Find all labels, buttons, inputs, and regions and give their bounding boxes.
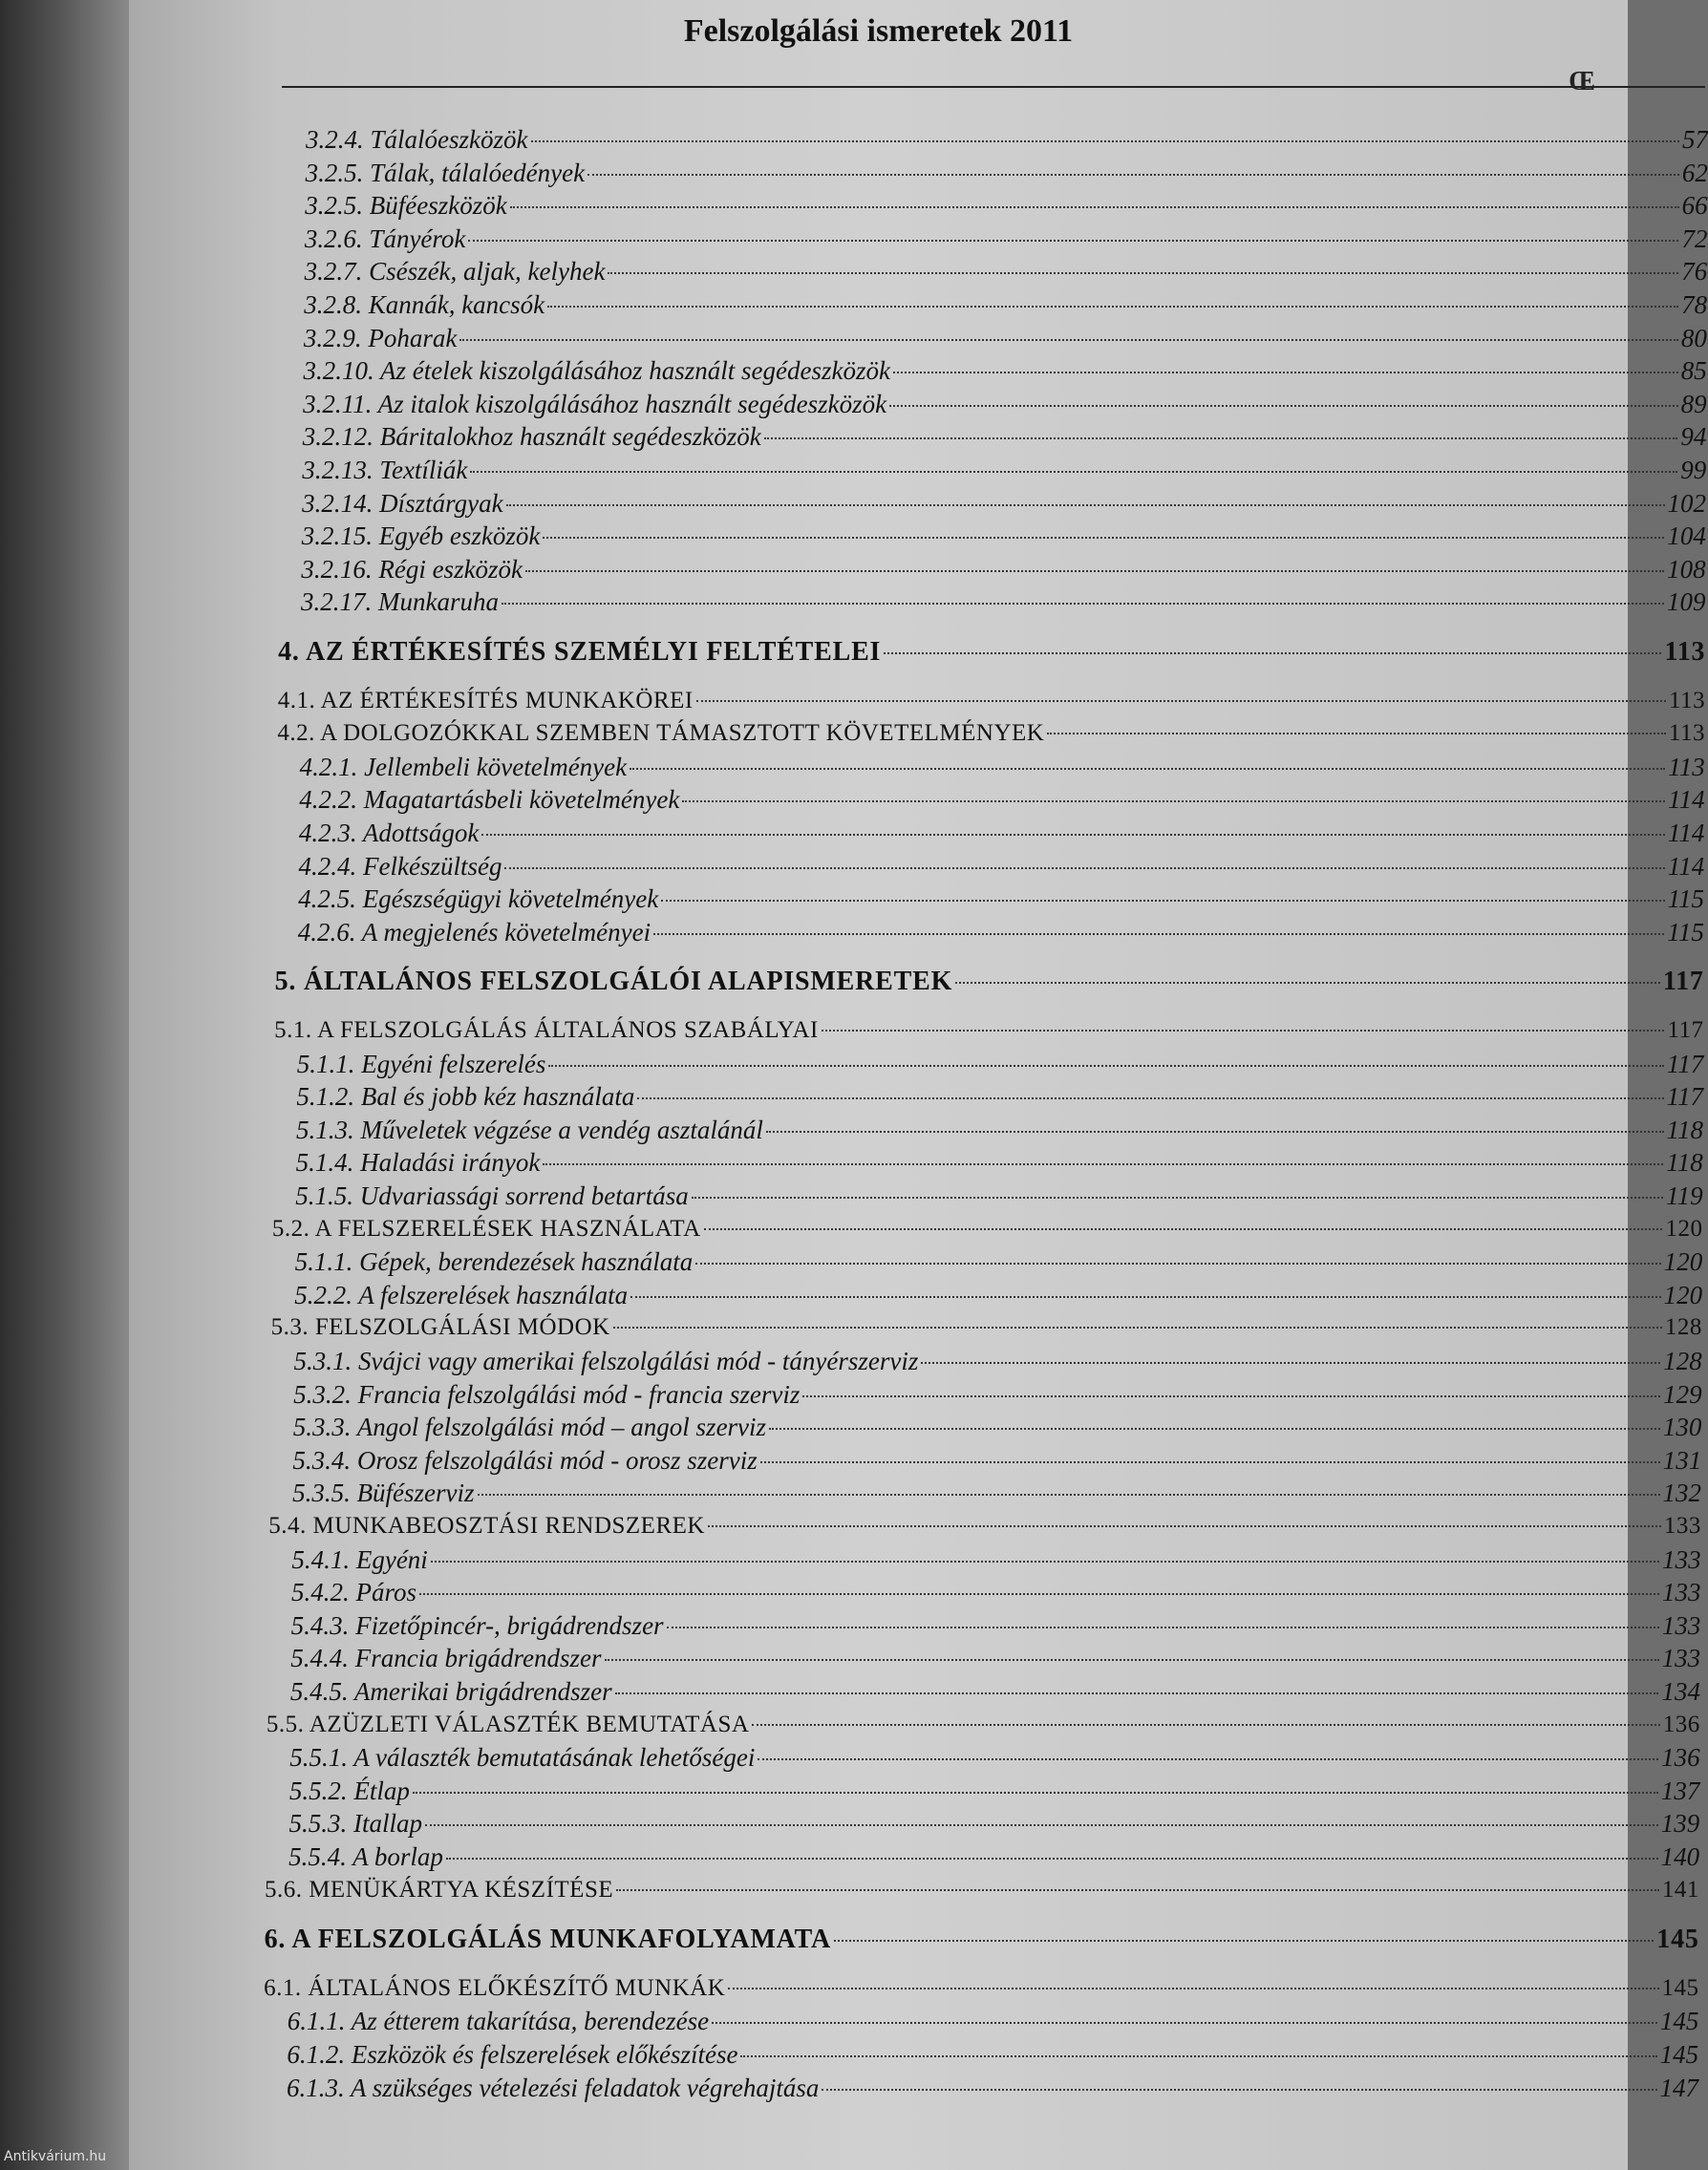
toc-page-number: 102 [1667,488,1707,518]
toc-entry-title: 5.4.3. Fizetőpincér-, brigádrendszer [290,1610,664,1640]
toc-page-number: 115 [1667,884,1705,914]
dot-leader [834,1940,1654,1942]
toc-entry-title: 5.1.2. Bal és jobb kéz használata [296,1082,635,1112]
dot-leader [605,1659,1659,1661]
dot-leader [531,140,1680,142]
dot-leader [481,834,1665,836]
toc-page-number: 136 [1662,1711,1700,1737]
toc-entry-title: 5.3.4. Orosz felszolgálási mód - orosz szerviz [292,1445,758,1475]
toc-entry-title: 5.1. A FELSZOLGÁLÁS ÁLTALÁNOS SZABÁLYAI [274,1017,819,1043]
dot-leader [419,1593,1659,1595]
toc-entry-title: 5.3.5. Büfészerviz [292,1479,475,1508]
toc-section-entry [271,1310,1702,1345]
toc-entry-title: 6.1.2. Eszközök és felszerelések előkészítése [287,2040,738,2069]
toc-page-number: 94 [1680,422,1707,452]
dot-leader [667,1627,1659,1628]
toc-entry-title: 3.2.11. Az italok kiszolgálásához használt segédeszközök [303,389,887,418]
toc-page-number: 133 [1662,1544,1701,1574]
dot-leader [613,1327,1662,1329]
dot-leader [682,800,1665,802]
toc-entry-title: 5.5.3. Itallap [288,1809,422,1839]
running-header-title: Felszolgálási ismeretek 2011 [683,13,1074,49]
toc-entry-title: 5.4. MUNKABEOSZTÁSI RENDSZEREK [268,1513,705,1539]
dot-leader [468,240,1678,242]
toc-subsection-entry [294,1344,1702,1378]
toc-page-number: 120 [1665,1215,1703,1242]
toc-subsection-entry [306,156,1708,190]
toc-page-number: 134 [1661,1677,1700,1706]
toc-subsection-entry [289,1806,1700,1840]
toc-subsection-entry [293,1410,1702,1444]
toc-subsection-entry [302,486,1706,521]
dot-leader [459,339,1678,341]
toc-page-number: 141 [1661,1876,1699,1903]
toc-entry-title: 4.2.1. Jellembeli követelmények [299,752,628,781]
toc-page-number: 120 [1663,1280,1703,1309]
toc-entry-title: 5.1.1. Gépek, berendezések használata [294,1247,694,1277]
toc-subsection-entry [299,782,1704,817]
dot-leader [740,2055,1656,2057]
watermark-text: Antikvárium.hu [4,2149,107,2164]
dot-leader [615,1692,1659,1694]
dot-leader [822,1030,1665,1032]
toc-section-entry [267,1708,1700,1742]
toc-entry-title: 6.1. ÁLTALÁNOS ELŐKÉSZÍTŐ MUNKÁK [264,1974,726,2001]
dot-leader [587,174,1679,176]
toc-subsection-entry [295,1179,1702,1213]
toc-subsection-entry [289,1740,1699,1775]
dot-leader [955,982,1660,984]
toc-page-number: 99 [1680,456,1707,484]
dot-leader [413,1792,1658,1794]
toc-page-number: 85 [1680,356,1707,386]
toc-entry-title: 5.1.3. Műveletek végzése a vendég asztalánál [296,1115,763,1144]
dot-leader [802,1395,1660,1397]
toc-page-number: 133 [1661,1610,1701,1640]
toc-subsection-entry [299,816,1705,850]
toc-subsection-entry [292,1476,1701,1510]
dot-leader [752,1724,1659,1726]
toc-subsection-entry [301,585,1706,619]
toc-entry-title: 4.2.6. A megjelenés követelményei [297,917,651,947]
dot-leader [470,471,1677,473]
dot-leader [766,1131,1664,1133]
dot-leader [425,1824,1658,1826]
toc-page-number: 140 [1660,1842,1700,1871]
toc-entry-title: 5.4.1. Egyéni [291,1544,428,1574]
toc-subsection-entry [292,1443,1701,1478]
book-page [129,0,1708,2170]
toc-page-number: 80 [1680,323,1707,352]
toc-page-number: 133 [1663,1513,1701,1539]
dot-leader [504,867,1664,869]
toc-page-number: 109 [1667,587,1706,617]
toc-entry-title: 3.2.14. Dísztárgyak [302,488,503,518]
dot-leader [547,306,1678,308]
toc-subsection-entry [291,1608,1701,1643]
toc-entry-title: 5.1.5. Udvariassági sorrend betartása [295,1181,689,1210]
toc-entry-title: 5.2.2. A felszerelések használata [294,1280,629,1309]
dot-leader [543,1163,1663,1165]
toc-entry-title: 3.2.9. Poharak [303,323,458,352]
toc-subsection-entry [302,453,1706,487]
toc-entry-title: 3.2.6. Tányérok [304,223,466,253]
toc-page-number: 108 [1667,554,1706,584]
dot-leader [548,1065,1663,1067]
dot-leader [630,1296,1660,1298]
toc-page-number: 113 [1668,720,1705,747]
toc-entry-title: 6. A FELSZOLGÁLÁS MUNKAFOLYAMATA [264,1925,832,1955]
toc-entry-title: 5.4.2. Páros [291,1578,417,1607]
toc-entry-title: 3.2.13. Textíliák [302,456,468,484]
toc-page-number: 114 [1668,785,1705,815]
toc-entry-title: 3.2.5. Tálak, tálalóedények [305,158,586,187]
dot-leader [661,900,1664,902]
dot-leader [893,372,1678,373]
toc-entry-title: 6.1.3. A szükséges vételezési feladatok végrehajtása [287,2073,820,2102]
toc-section-entry [274,1013,1703,1048]
toc-page-number: 113 [1669,687,1706,713]
toc-page-number: 117 [1667,1017,1704,1043]
toc-page-number: 145 [1659,2007,1699,2036]
toc-page-number: 145 [1656,1925,1699,1955]
toc-chapter-entry [275,965,1704,999]
toc-entry-title: 3.2.16. Régi eszközök [301,554,523,584]
dot-leader [728,1988,1658,1989]
dot-leader [704,1228,1663,1230]
toc-subsection-entry [297,1047,1704,1081]
dot-leader [692,1197,1663,1199]
toc-chapter-entry [278,635,1705,670]
toc-subsection-entry [289,1774,1700,1808]
toc-page-number: 120 [1663,1247,1703,1277]
toc-entry-title: 6.1.1. Az étterem takarítása, berendezése [287,2007,710,2036]
toc-entry-title: 3.2.8. Kannák, kancsók [304,290,545,319]
toc-entry-title: 3.2.15. Egyéb eszközök [301,521,541,551]
toc-page-number: 128 [1663,1347,1702,1375]
toc-subsection-entry [300,750,1705,784]
toc-subsection-entry [305,188,1707,223]
toc-page-number: 66 [1681,191,1708,221]
dot-leader [708,1525,1661,1527]
toc-page-number: 113 [1664,637,1706,667]
toc-subsection-entry [303,419,1707,454]
toc-subsection-entry [305,222,1708,256]
toc-entry-title: 5.3.1. Svájci vagy amerikai felszolgálási mód - tányérszerviz [293,1347,919,1375]
toc-page-number: 131 [1662,1445,1702,1475]
dot-leader [764,437,1678,439]
toc-entry-title: 5.3.3. Angol felszolgálási mód – angol szerviz [292,1413,767,1442]
toc-subsection-entry [288,2004,1699,2038]
dot-leader [769,1428,1660,1430]
dot-leader [616,1889,1659,1891]
dot-leader [608,272,1678,274]
toc-section-entry [278,684,1705,718]
toc-entry-title: 5. ÁLTALÁNOS FELSZOLGÁLÓI ALAPISMERETEK [274,967,953,997]
toc-page-number: 130 [1662,1413,1702,1442]
toc-subsection-entry [291,1542,1700,1577]
toc-page-number: 129 [1663,1379,1702,1409]
toc-subsection-entry [299,849,1705,883]
toc-page-number: 128 [1664,1314,1702,1341]
dot-leader [525,570,1664,572]
toc-entry-title: 5.6. MENÜKÁRTYA KÉSZÍTÉSE [264,1876,614,1903]
toc-section-entry [272,1212,1703,1246]
dot-leader [446,1858,1658,1860]
toc-page-number: 115 [1667,917,1704,947]
toc-page-number: 117 [1662,967,1704,997]
dot-leader [758,1758,1658,1760]
toc-entry-title: 3.2.17. Munkaruha [301,587,499,617]
toc-entry-title: 4.2.4. Felkészültség [298,851,502,881]
dot-leader [637,1097,1663,1099]
toc-page-number: 113 [1668,752,1705,781]
dot-leader [653,933,1664,935]
toc-section-entry [264,1971,1698,2006]
toc-entry-title: 5.5.2. Étlap [288,1776,410,1805]
dot-leader [696,700,1666,702]
toc-page-number: 133 [1661,1644,1701,1673]
toc-page-number: 89 [1680,389,1707,418]
dot-leader [822,2089,1656,2091]
toc-page-number: 104 [1667,521,1706,551]
toc-subsection-entry [298,882,1704,916]
toc-subsection-entry [290,1674,1700,1709]
dot-leader [478,1494,1660,1496]
toc-subsection-entry [305,254,1708,288]
toc-section-entry [265,1873,1699,1907]
dot-leader [921,1362,1660,1364]
toc-page-number: 72 [1681,223,1708,253]
toc-subsection-entry [296,1079,1703,1114]
toc-entry-title: 4. AZ ÉRTÉKESÍTÉS SZEMÉLYI FELTÉTELEI [278,637,882,667]
toc-entry-title: 4.2.3. Adottságok [298,819,480,847]
dot-leader [695,1263,1661,1265]
toc-subsection-entry [290,1641,1700,1675]
dot-leader [431,1561,1659,1563]
toc-subsection-entry [304,287,1707,322]
toc-page-number: 57 [1682,125,1708,154]
toc-entry-title: 3.2.4. Tálalóeszközök [306,125,528,154]
toc-subsection-entry [296,1113,1703,1147]
toc-subsection-entry [287,2037,1698,2072]
toc-subsection-entry [288,1840,1699,1874]
toc-entry-title: 5.3. FELSZOLGÁLÁSI MÓDOK [270,1314,610,1341]
toc-subsection-entry [303,387,1706,421]
toc-subsection-entry [304,353,1707,388]
toc-page-number: 119 [1666,1181,1703,1210]
toc-page-number: 133 [1662,1578,1701,1607]
toc-page-number: 145 [1659,2040,1699,2069]
toc-entry-title: 5.4.4. Francia brigádrendszer [290,1644,602,1673]
toc-entry-title: 5.1.1. Egyéni felszerelés [296,1049,546,1078]
header-rule [282,86,1705,88]
toc-page-number: 136 [1661,1743,1700,1773]
toc-subsection-entry [293,1377,1701,1412]
toc-chapter-entry [265,1923,1699,1957]
dot-leader [1047,733,1666,734]
toc-subsection-entry [298,915,1704,949]
toc-entry-title: 5.3.2. Francia felszolgálási mód - francia szerviz [293,1379,801,1409]
toc-subsection-entry [306,122,1708,157]
toc-page-number: 137 [1660,1776,1700,1805]
toc-page-number: 118 [1666,1148,1703,1178]
toc-page-number: 62 [1681,158,1708,187]
toc-subsection-entry [302,519,1706,553]
toc-subsection-entry [291,1575,1701,1609]
toc-entry-title: 5.4.5. Amerikai brigádrendszer [289,1677,612,1706]
toc-entry-title: 3.2.12. Báritalokhoz használt segédeszközök [302,422,761,452]
dot-leader [712,2022,1657,2024]
toc-entry-title: 3.2.5. Büféeszközök [305,191,507,221]
toc-page-number: 147 [1659,2073,1698,2102]
toc-page-number: 117 [1666,1049,1704,1078]
toc-entry-title: 3.2.7. Csészék, aljak, kelyhek [304,257,606,287]
toc-section-entry [268,1509,1701,1543]
dot-leader [884,652,1661,654]
toc-subsection-entry [295,1245,1703,1279]
toc-subsection-entry [287,2071,1698,2105]
toc-entry-title: 5.5. AZÜZLETI VÁLASZTÉK BEMUTATÁSA [266,1711,750,1737]
toc-section-entry [277,716,1705,751]
toc-page-number: 118 [1666,1115,1703,1144]
toc-entry-title: 5.5.1. A választék bemutatásának lehetőségei [289,1743,756,1773]
toc-entry-title: 5.5.4. A borlap [288,1842,443,1871]
toc-entry-title: 4.2.5. Egészségügyi követelmények [298,884,659,914]
toc-entry-title: 4.1. AZ ÉRTÉKESÍTÉS MUNKAKÖREI [277,687,694,713]
toc-page-number: 114 [1667,851,1705,881]
toc-subsection-entry [296,1145,1703,1180]
toc-page-number: 114 [1667,819,1705,847]
toc-page-number: 139 [1660,1809,1700,1839]
toc-page-number: 78 [1681,290,1708,319]
toc-page-number: 145 [1661,1974,1699,2001]
dot-leader [502,603,1664,605]
toc-page-number: 76 [1681,257,1708,287]
toc-entry-title: 5.1.4. Haladási irányok [295,1148,541,1178]
dot-leader [506,504,1665,506]
dot-leader [889,405,1677,407]
dot-leader [760,1461,1660,1463]
book-spine-shadow [0,0,129,2170]
toc-entry-title: 4.2. A DOLGOZÓKKAL SZEMBEN TÁMASZTOTT KÖVETELMÉNYEK [277,720,1045,747]
toc-entry-title: 5.2. A FELSZERELÉSEK HASZNÁLATA [271,1215,701,1242]
toc-entry-title: 3.2.10. Az ételek kiszolgálásához használt segédeszközök [303,356,890,386]
dot-leader [510,206,1679,208]
toc-subsection-entry [294,1278,1702,1312]
header-ornament: Œ [1569,67,1595,96]
toc-page-number: 132 [1662,1479,1702,1508]
toc-subsection-entry [301,552,1705,586]
toc-entry-title: 4.2.2. Magatartásbeli követelmények [299,785,680,815]
dot-leader [543,537,1664,539]
dot-leader [630,768,1665,770]
toc-subsection-entry [304,321,1707,355]
toc-page-number: 117 [1666,1082,1704,1112]
